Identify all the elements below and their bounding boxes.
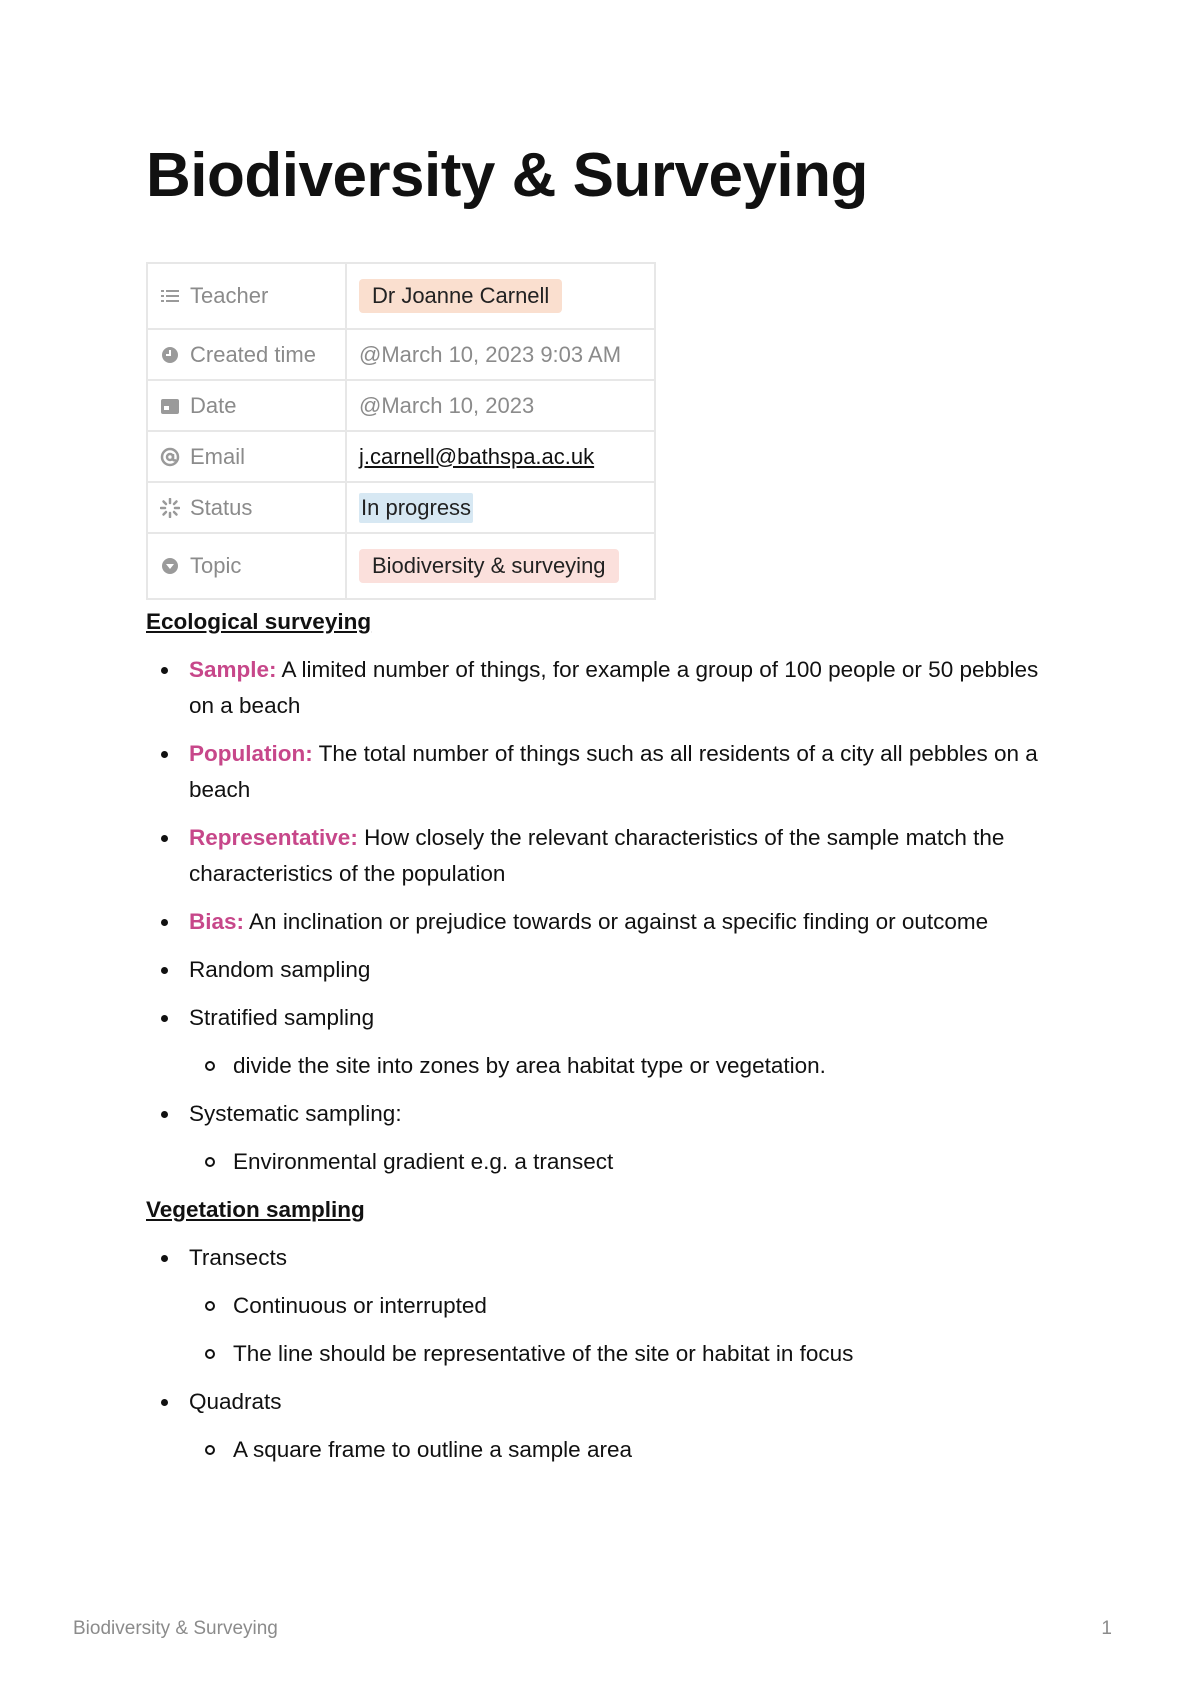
clock-icon bbox=[160, 345, 180, 365]
status-badge[interactable]: In progress bbox=[359, 493, 473, 523]
property-value-topic bbox=[346, 533, 655, 599]
section-heading-vegetation: Vegetation sampling bbox=[146, 1197, 365, 1222]
term-label: Population: bbox=[189, 741, 313, 766]
ecological-list bbox=[146, 652, 1066, 1180]
property-label: Date bbox=[190, 392, 237, 418]
list-item bbox=[146, 820, 1066, 892]
sub-list bbox=[189, 1048, 1066, 1084]
property-label: Teacher bbox=[190, 283, 269, 308]
loading-icon bbox=[160, 498, 180, 518]
property-value-date: @March 10, 2023 bbox=[346, 380, 655, 431]
list-item bbox=[146, 736, 1066, 808]
term-text: A limited number of things, for example a group of 100 people or 50 pebbles on a beach bbox=[189, 657, 1039, 718]
property-row-created-time bbox=[147, 329, 655, 380]
property-key-email bbox=[147, 431, 346, 482]
property-value-status bbox=[346, 482, 655, 533]
list-item bbox=[146, 904, 1066, 940]
sub-list-item: Environmental gradient e.g. a transect bbox=[189, 1144, 1066, 1180]
list-item bbox=[146, 952, 1066, 988]
list-item bbox=[146, 652, 1066, 724]
item-text: Quadrats bbox=[189, 1389, 282, 1414]
term-label: Bias: bbox=[189, 909, 245, 934]
property-key-date bbox=[147, 380, 346, 431]
property-value-email bbox=[346, 431, 655, 482]
property-key-teacher bbox=[147, 263, 346, 329]
item-text: Random sampling bbox=[189, 957, 371, 982]
sub-list bbox=[189, 1288, 1066, 1372]
list-item bbox=[146, 1096, 1066, 1180]
property-label: Status bbox=[190, 494, 253, 520]
sub-list-item: A square frame to outline a sample area bbox=[189, 1432, 1066, 1468]
property-key-topic bbox=[147, 533, 346, 599]
sub-list-item: divide the site into zones by area habitat type or vegetation. bbox=[189, 1048, 1066, 1084]
page-content bbox=[146, 604, 1066, 1468]
term-text: The total number of things such as all residents of a city all pebbles on a beach bbox=[189, 741, 1038, 802]
page-title: Biodiversity & Surveying bbox=[146, 141, 868, 210]
topic-chip[interactable]: Biodiversity & surveying bbox=[359, 549, 619, 583]
property-row-email bbox=[147, 431, 655, 482]
property-row-date bbox=[147, 380, 655, 431]
item-text: Stratified sampling bbox=[189, 1005, 375, 1030]
property-value-created-time: @March 10, 2023 9:03 AM bbox=[346, 329, 655, 380]
footer-title: Biodiversity & Surveying bbox=[73, 1618, 278, 1639]
term-label: Representative: bbox=[189, 825, 358, 850]
sub-list-item: Continuous or interrupted bbox=[189, 1288, 1066, 1324]
property-value-teacher bbox=[346, 263, 655, 329]
property-row-topic bbox=[147, 533, 655, 599]
calendar-icon bbox=[160, 396, 180, 416]
item-text: Transects bbox=[189, 1245, 287, 1270]
select-icon bbox=[160, 556, 180, 576]
properties-table bbox=[146, 262, 656, 600]
sub-list bbox=[189, 1144, 1066, 1180]
section-heading-ecological: Ecological surveying bbox=[146, 609, 372, 634]
teacher-chip[interactable]: Dr Joanne Carnell bbox=[359, 279, 562, 313]
list-item bbox=[146, 1240, 1066, 1372]
list-item bbox=[146, 1384, 1066, 1468]
sub-list bbox=[189, 1432, 1066, 1468]
term-label: Sample: bbox=[189, 657, 277, 682]
property-label: Topic bbox=[190, 553, 242, 578]
at-sign-icon bbox=[160, 447, 180, 467]
property-key-created-time bbox=[147, 329, 346, 380]
sub-list-item: The line should be representative of the site or habitat in focus bbox=[189, 1336, 1066, 1372]
property-row-status bbox=[147, 482, 655, 533]
list-item bbox=[146, 1000, 1066, 1084]
property-label: Email bbox=[190, 443, 246, 469]
list-icon bbox=[160, 286, 180, 306]
property-label: Created time bbox=[190, 341, 316, 367]
term-text: How closely the relevant characteristics of the sample match the characteristics of the population bbox=[189, 825, 1005, 886]
vegetation-list bbox=[146, 1240, 1066, 1468]
property-row-teacher bbox=[147, 263, 655, 329]
term-text: An inclination or prejudice towards or against a specific finding or outcome bbox=[244, 909, 989, 934]
email-link[interactable]: j.carnell@bathspa.ac.uk bbox=[359, 443, 595, 469]
property-key-status bbox=[147, 482, 346, 533]
footer-page-number: 1 bbox=[1101, 1618, 1112, 1639]
item-text: Systematic sampling: bbox=[189, 1101, 402, 1126]
